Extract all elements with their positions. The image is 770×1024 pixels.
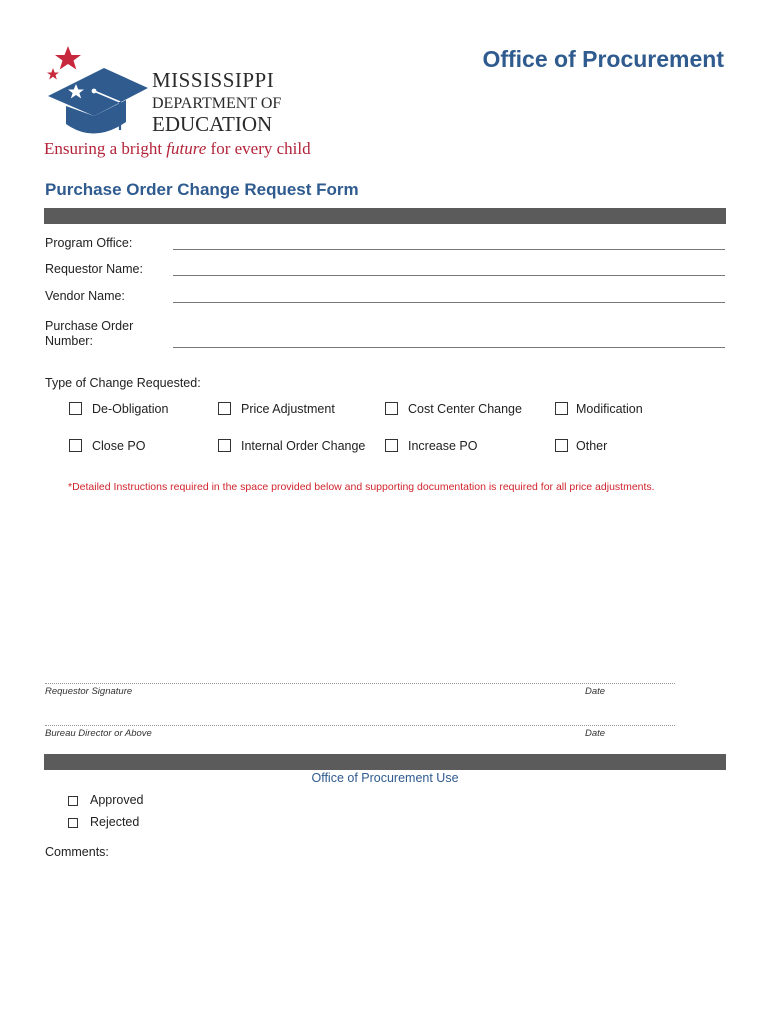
comments-label: Comments: — [45, 845, 109, 859]
vendor-name-label: Vendor Name: — [45, 289, 125, 303]
form-title: Purchase Order Change Request Form — [45, 180, 359, 199]
section-divider-top — [44, 208, 726, 224]
program-office-label: Program Office: — [45, 236, 133, 250]
program-office-input-line[interactable] — [173, 249, 725, 250]
tagline-part1: Ensuring a bright — [44, 139, 167, 158]
increase-po-checkbox[interactable] — [385, 439, 398, 452]
section-divider-bottom — [44, 754, 726, 770]
po-number-label-line2: Number: — [45, 334, 93, 348]
bureau-director-label: Bureau Director or Above — [45, 728, 152, 739]
requestor-signature-label: Requestor Signature — [45, 686, 133, 697]
de-obligation-label: De-Obligation — [92, 402, 169, 416]
comments-textarea[interactable] — [45, 865, 725, 1005]
internal-order-change-label: Internal Order Change — [241, 439, 366, 453]
instructions-textarea[interactable] — [45, 505, 725, 673]
po-number-input-line[interactable] — [173, 347, 725, 348]
mde-logo — [44, 44, 311, 164]
de-obligation-checkbox[interactable] — [69, 402, 82, 415]
price-adjustment-checkbox[interactable] — [218, 402, 231, 415]
tagline-part2: for every child — [206, 139, 311, 158]
tagline — [44, 140, 311, 157]
office-title: Office of Procurement — [482, 46, 724, 72]
cost-center-change-checkbox[interactable] — [385, 402, 398, 415]
close-po-label: Close PO — [92, 439, 146, 453]
requestor-signature-line[interactable] — [45, 683, 675, 684]
procurement-use-title: Office of Procurement Use — [311, 771, 459, 785]
other-label: Other — [576, 439, 608, 453]
org-name-line1: MISSISSIPPI — [152, 68, 275, 92]
modification-checkbox[interactable] — [555, 402, 568, 415]
org-name-line2: DEPARTMENT OF — [152, 95, 282, 112]
requestor-date-label: Date — [585, 686, 606, 697]
modification-label: Modification — [576, 402, 643, 416]
internal-order-change-checkbox[interactable] — [218, 439, 231, 452]
po-number-label-line1: Purchase Order — [45, 319, 134, 333]
approved-checkbox[interactable] — [68, 796, 78, 806]
rejected-label: Rejected — [90, 815, 140, 829]
org-name-line3: EDUCATION — [152, 112, 273, 136]
price-adjustment-label: Price Adjustment — [241, 402, 335, 416]
cost-center-change-label: Cost Center Change — [408, 402, 522, 416]
bureau-director-signature-line[interactable] — [45, 725, 675, 726]
increase-po-label: Increase PO — [408, 439, 478, 453]
requestor-name-label: Requestor Name: — [45, 262, 143, 276]
bureau-director-date-label: Date — [585, 728, 606, 739]
approved-label: Approved — [90, 793, 144, 807]
close-po-checkbox[interactable] — [69, 439, 82, 452]
other-checkbox[interactable] — [555, 439, 568, 452]
change-type-label: Type of Change Requested: — [45, 376, 201, 390]
vendor-name-input-line[interactable] — [173, 302, 725, 303]
detailed-instructions-note: *Detailed Instructions required in the space provided below and supporting documentation is required for all price adjustments. — [68, 481, 655, 493]
requestor-name-input-line[interactable] — [173, 275, 725, 276]
tagline-future: future — [166, 139, 207, 158]
graduation-cap-logo-icon — [44, 44, 152, 140]
rejected-checkbox[interactable] — [68, 818, 78, 828]
